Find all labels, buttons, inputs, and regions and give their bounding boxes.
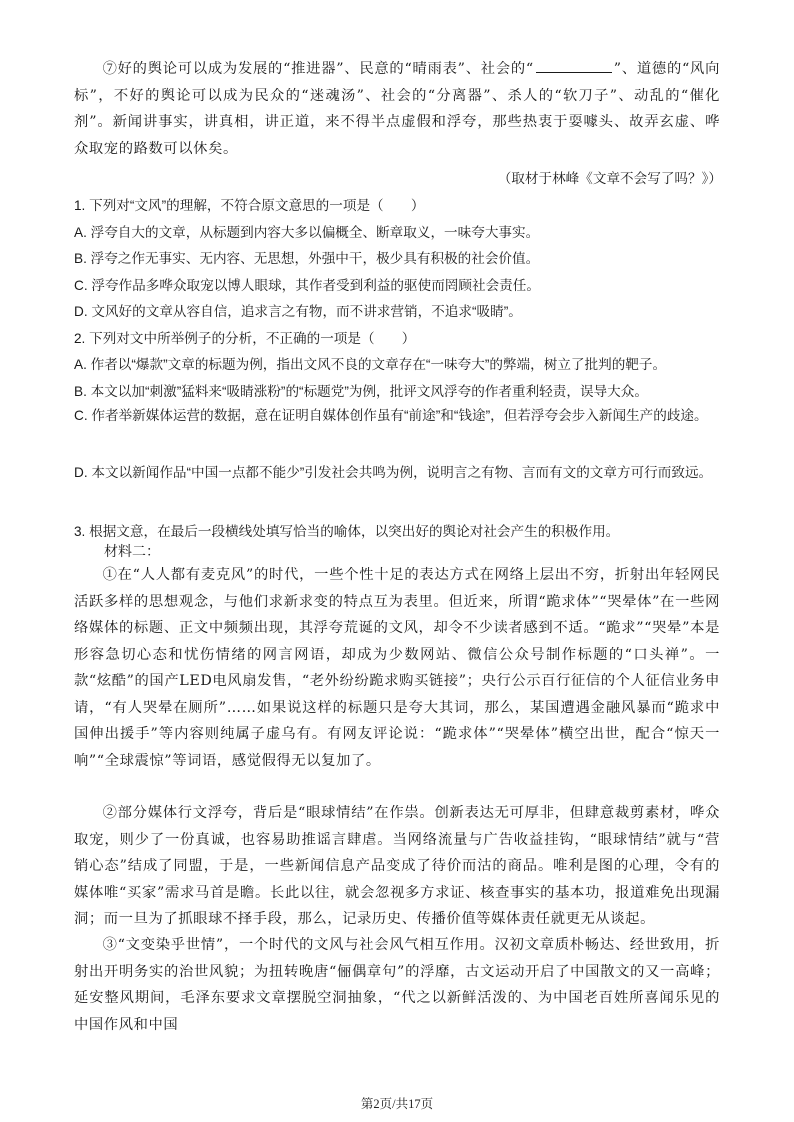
- passage2-paragraph-1: ①在“人人都有麦克风”的时代，一些个性十足的表达方式在网络上层出不穷，折射出年轻网民活跃多样的思想观念，与他们求新求变的特点互为表里。但近来，所谓“跪求体”“哭晕体”在一些网络媒体的标题、正文中频频出现，其浮夸荒诞的文风，却令不少读者感到不适。“跪求”“哭晕”本是形容急切心态和忧伤情绪的网言网语，却成为少数网站、微信公众号制作标题的“口头禅”。一款“炫酷”的国产LED电风扇发售，“老外纷纷跪求购买链接”；央行公示百行征信的个人征信业务申请，“有人哭晕在厕所”……如果说这样的标题只是夸大其词，那么，某国遭遇金融风暴而“跪求中国伸出援手”等内容则纯属子虚乌有。有网友评论说：“跪求体”“哭晕体”横空出世，配合“惊天一响”“全球震惊”等词语，感觉假得无以复加了。: [74, 567, 720, 769]
- passage2-paragraph-2: ②部分媒体行文浮夸，背后是“眼球情结”在作祟。创新表达无可厚非，但肆意裁剪素材，哗众取宠，则少了一份真诚，也容易助推谣言肆虐。当网络流量与广告收益挂钩，“眼球情结”就与“营销心态”结成了同盟，于是，一些新闻信息产品变成了待价而沽的商品。唯利是图的心理，令有的媒体唯“买家”需求马首是瞻。长此以往，就会忽视多方求证、核查事实的基本功，报道难免出现漏洞；而一旦为了抓眼球不择手段，那么，记录历史、传播价值等媒体责任就更无从谈起。: [74, 805, 720, 927]
- passage2-paragraph-3: ③“文变染乎世情”，一个时代的文风与社会风气相互作用。汉初文章质朴畅达、经世致用，折射出开明务实的治世风貌；为扭转晚唐“俪偶章句”的浮靡，古文运动开启了中国散文的又一高峰；延安整风期间，毛泽东要求文章摆脱空洞抽象，“代之以新鲜活泼的、为中国老百姓所喜闻乐见的中国作风和中国: [74, 937, 720, 1033]
- page-number-footer: 第2页/共17页: [360, 1097, 434, 1111]
- para7-text-after-blank: ”、道德的“风向标”，不好的舆论可以成为民众的“迷魂汤”、社会的“分离器”、杀人的“软刀子”、动乱的“催化剂”。新闻讲事实，讲真相，讲正道，来不得半点虚假和浮夸，那些热衷于耍噱头、故弄玄虚、哗众取宠的路数可以休矣。: [74, 61, 720, 157]
- question-2-option-c: C. 作者举新媒体运营的数据，意在证明自媒体创作虽有“前途”和“钱途”，但若浮夸会步入新闻生产的歧途。: [74, 408, 708, 423]
- passage1-paragraph-7: [74, 56, 720, 162]
- question-2-option-d: D. 本文以新闻作品“中国一点都不能少”引发社会共鸣为例，说明言之有物、言而有文的文章方可行而致远。: [74, 465, 713, 480]
- passage1-source: （取材于林峰《文章不会写了吗？》）: [497, 171, 722, 187]
- material-2-label: 材料二：: [104, 543, 160, 559]
- question-1-stem: 1. 下列对“文风”的理解，不符合原文意思的一项是（ ）: [74, 198, 425, 213]
- question-2-option-b: B. 本文以加“刺激”猛料来“吸睛涨粉”的“标题党”为例，批评文风浮夸的作者重利轻责，误导大众。: [74, 384, 648, 399]
- question-1-option-b: B. 浮夸之作无事实、无内容、无思想，外强中干，极少具有积极的社会价值。: [74, 251, 540, 266]
- question-1-option-d: D. 文风好的文章从容自信，追求言之有物，而不讲求营销，不追求“吸睛”。: [74, 304, 522, 319]
- question-2-stem: 2. 下列对文中所举例子的分析，不正确的一项是（ ）: [74, 331, 416, 346]
- question-1-option-c: C. 浮夸作品多哗众取宠以博人眼球，其作者受到利益的驱使而罔顾社会责任。: [74, 278, 540, 293]
- question-1-option-a: A. 浮夸自大的文章，从标题到内容大多以偏概全、断章取义，一味夸大事实。: [74, 225, 540, 240]
- question-3: 3. 根据文意，在最后一段横线处填写恰当的喻体，以突出好的舆论对社会产生的积极作用。: [74, 524, 620, 539]
- answer-blank-line: [536, 58, 612, 73]
- question-2-option-a: A. 作者以“爆款”文章的标题为例，指出文风不良的文章存在“一味夸大”的弊端，树立了批判的靶子。: [74, 357, 667, 372]
- para7-text-before-blank: ⑦好的舆论可以成为发展的“推进器”、民意的“晴雨表”、社会的“: [102, 61, 534, 77]
